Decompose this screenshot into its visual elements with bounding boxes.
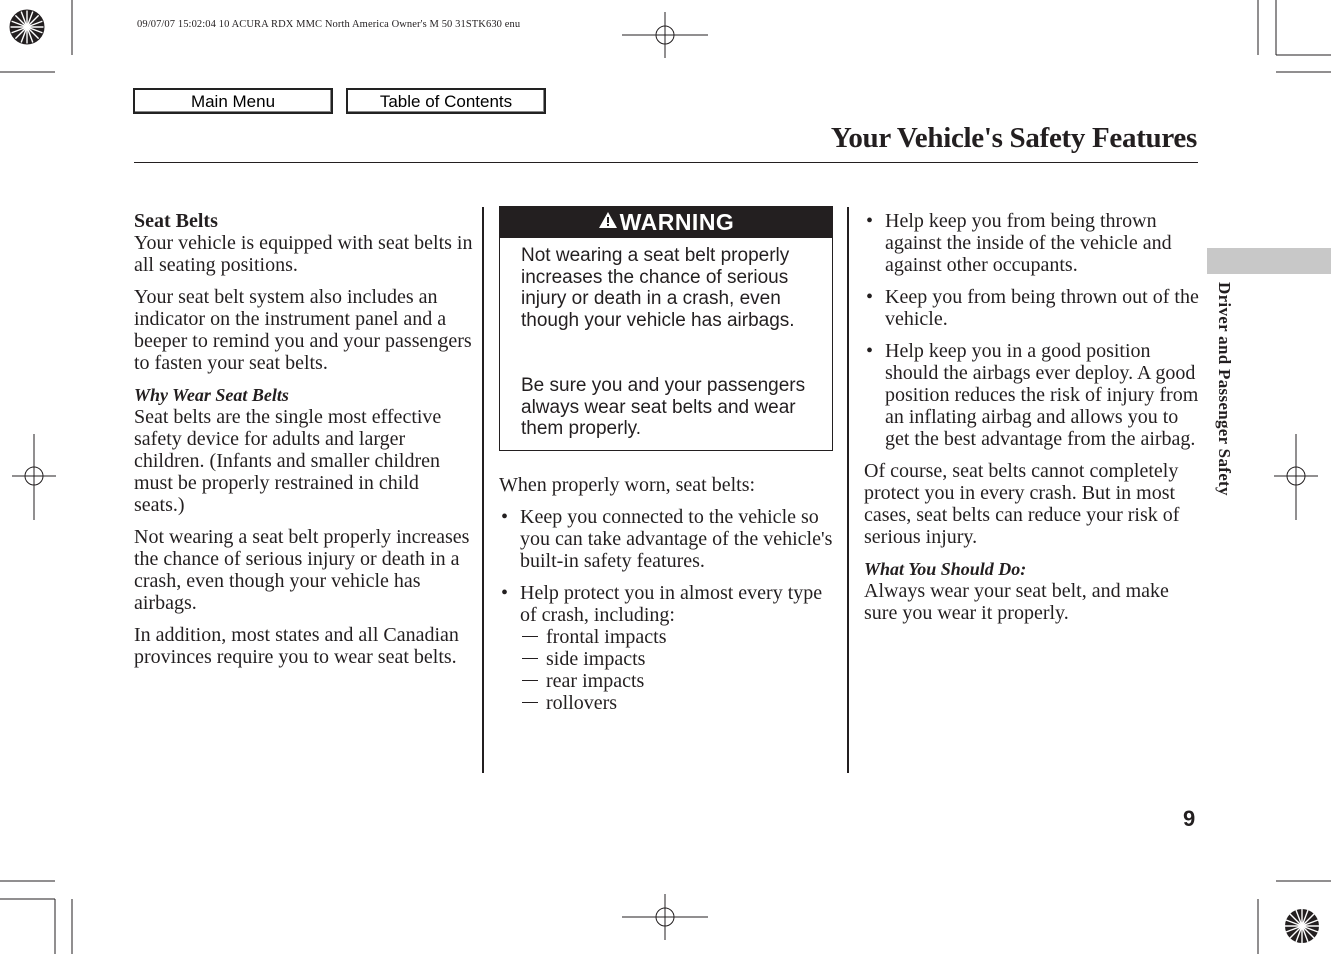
benefits-list-continued: [864, 210, 1202, 450]
right-column: [864, 210, 1202, 634]
table-of-contents-button[interactable]: Table of Contents: [346, 88, 546, 114]
list-item: rear impacts: [520, 670, 834, 692]
paragraph: Not wearing a seat belt properly increases the chance of serious injury or death in a crash, even though your vehicle has airbags.: [134, 526, 470, 614]
column-divider: [847, 207, 849, 773]
warning-label: WARNING: [619, 209, 735, 235]
title-divider: [134, 162, 1198, 163]
list-item: • Keep you connected to the vehicle so you can take advantage of the vehicle's built-in safety features.: [499, 506, 834, 572]
list-item: rollovers: [520, 692, 834, 714]
list-item-text: Help protect you in almost every type of crash, including:: [520, 582, 823, 626]
warning-box: [499, 206, 833, 451]
warning-triangle-icon: [598, 206, 618, 237]
paragraph: In addition, most states and all Canadian provinces require you to wear seat belts.: [134, 624, 459, 668]
paragraph: Your vehicle is equipped with seat belts in all seating positions.: [134, 232, 473, 276]
paragraph: Your seat belt system also includes an indicator on the instrument panel and a beeper to remind you and your passengers to fasten your seat belts.: [134, 286, 472, 374]
paragraph: Seat belts are the single most effective safety device for adults and larger children. (Infants and smaller children must be properly restrained in child seats.): [134, 406, 442, 516]
crash-types-list: [520, 626, 834, 714]
benefits-list: [499, 506, 834, 714]
list-item: side impacts: [520, 648, 834, 670]
list-item: frontal impacts: [520, 626, 834, 648]
section-tab-label: Driver and Passenger Safety: [1215, 282, 1234, 496]
subheading-why-wear: Why Wear Seat Belts: [134, 385, 289, 405]
paragraph: When properly worn, seat belts:: [499, 474, 756, 496]
warning-text-2: Be sure you and your passengers always wear seat belts and wear them properly.: [521, 375, 806, 439]
subheading-what-you-should-do: What You Should Do:: [864, 559, 1027, 579]
list-item: • Keep you from being thrown out of the vehicle.: [864, 286, 1202, 330]
list-item: • Help keep you in a good position should the airbags ever deploy. A good position reduces the risk of injury from an inflating airbag and allows you to get the best advantage from the airbag.: [864, 340, 1202, 450]
print-metadata: 09/07/07 15:02:04 10 ACURA RDX MMC North America Owner's M 50 31STK630 enu: [137, 19, 521, 30]
section-heading-seat-belts: Seat Belts: [134, 210, 218, 232]
section-tab-marker: [1207, 248, 1331, 274]
list-item: • Help keep you from being thrown against the inside of the vehicle and against other occupants.: [864, 210, 1202, 276]
page-number: 9: [1183, 806, 1196, 831]
column-divider: [482, 207, 484, 773]
list-item: [499, 582, 834, 714]
warning-header: [500, 207, 832, 238]
paragraph: Always wear your seat belt, and make sure you wear it properly.: [864, 580, 1169, 624]
page-title: Your Vehicle's Safety Features: [830, 122, 1197, 154]
paragraph: Of course, seat belts cannot completely protect you in every crash. But in most cases, seat belts can reduce your risk of serious injury.: [864, 460, 1180, 548]
main-menu-button[interactable]: Main Menu: [133, 88, 333, 114]
warning-text-1: Not wearing a seat belt properly increases the chance of serious injury or death in a crash, even though your vehicle has airbags.: [521, 245, 795, 331]
middle-column: [499, 474, 834, 724]
left-column: [134, 210, 474, 678]
